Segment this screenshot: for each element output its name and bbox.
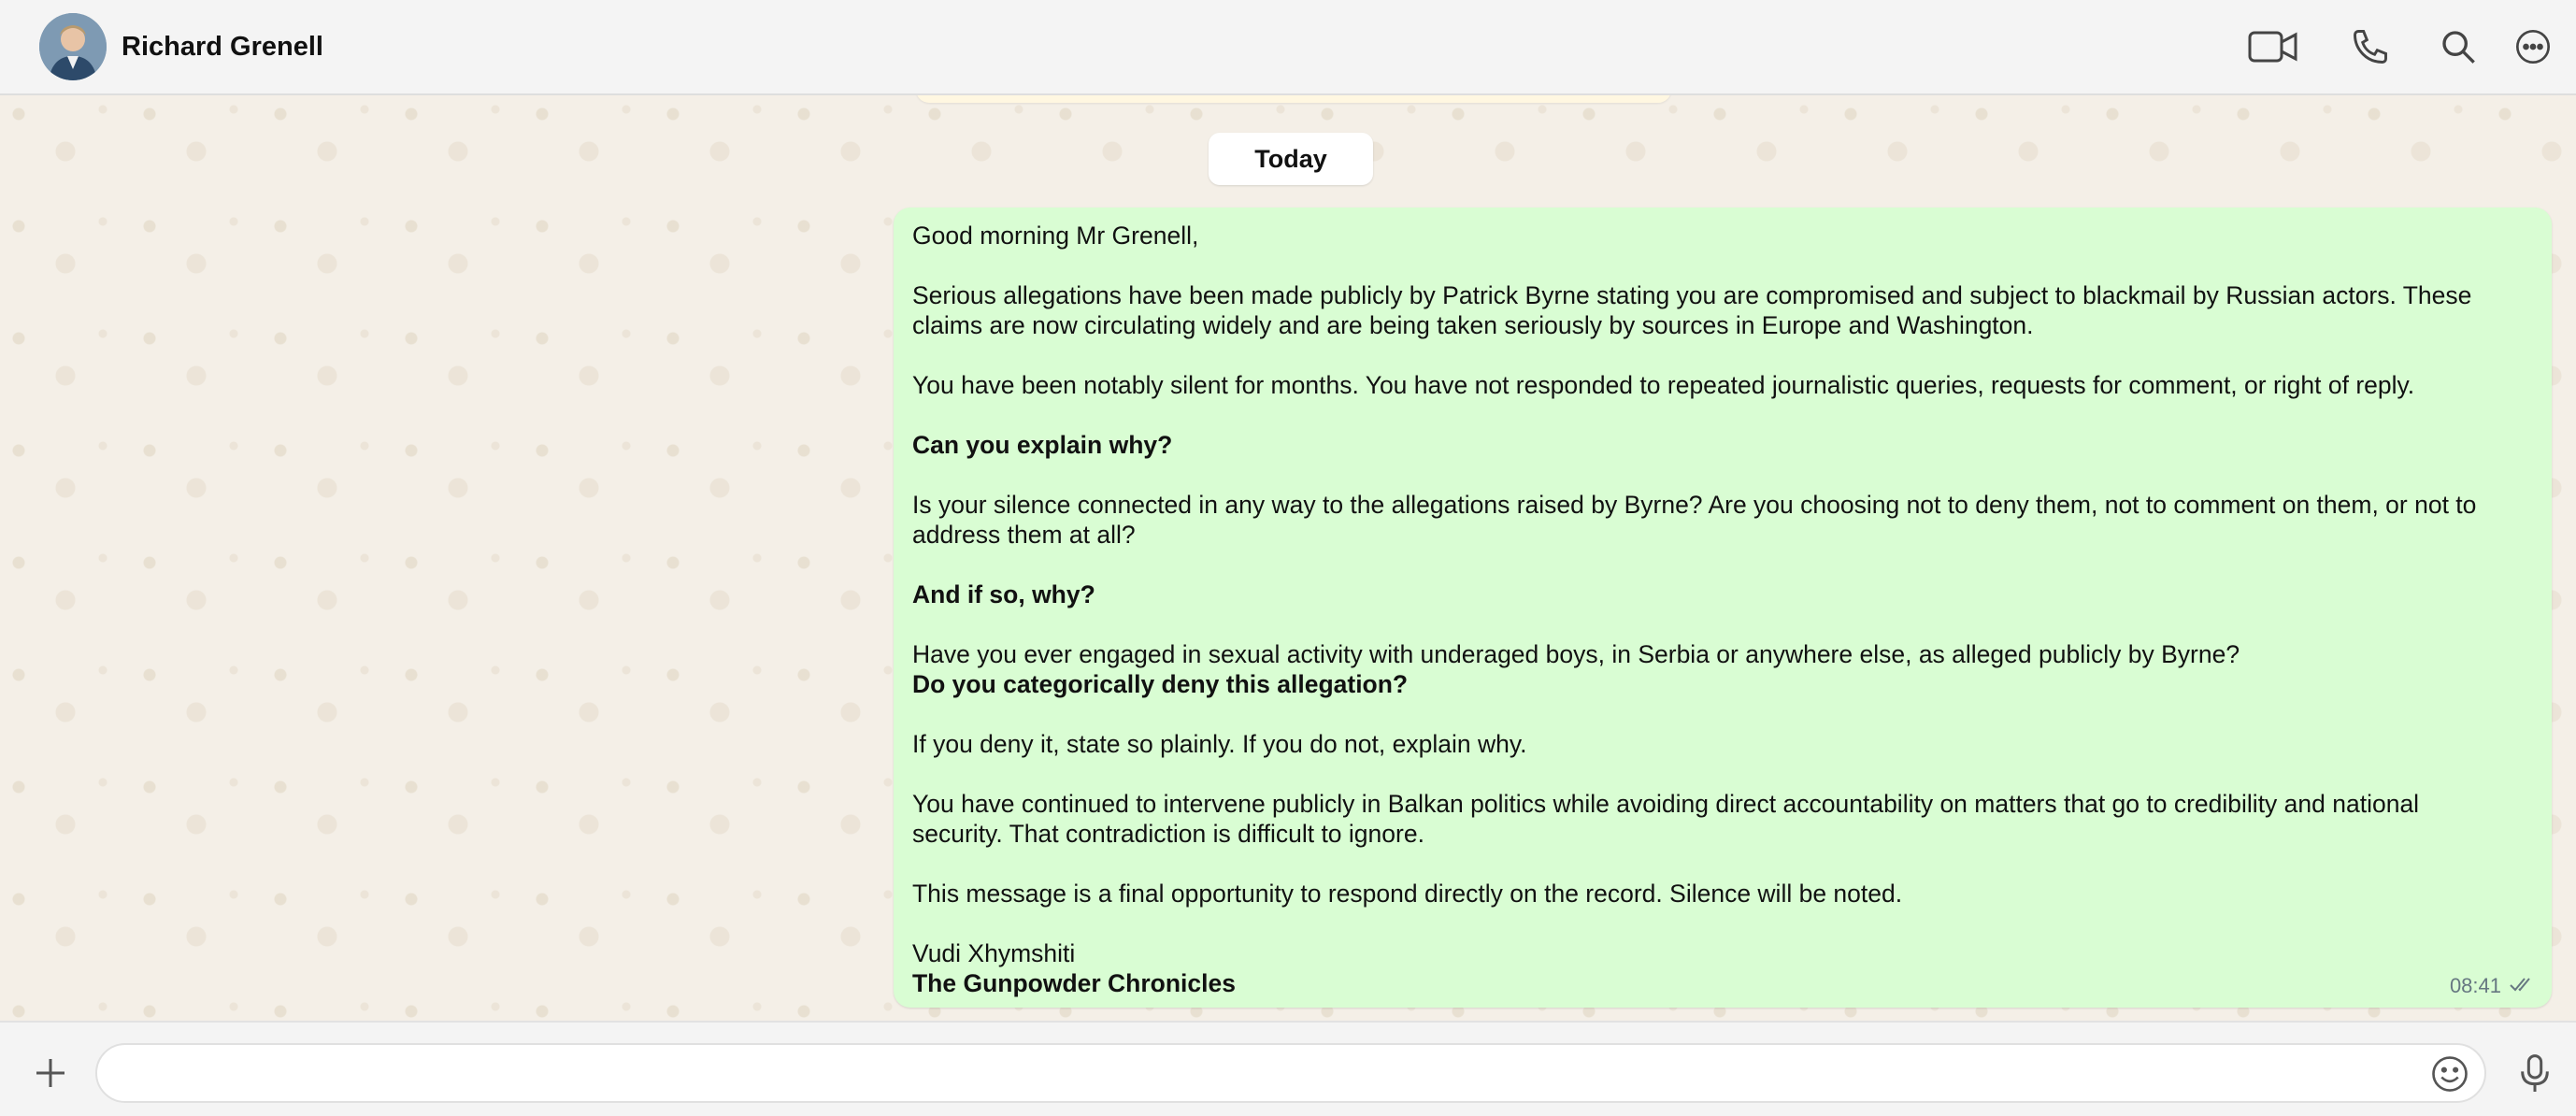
- outgoing-message-bubble[interactable]: [894, 207, 2552, 1008]
- message-line: Vudi Xhymshiti: [912, 939, 1076, 967]
- message-line: [912, 909, 2533, 938]
- message-line: You have been notably silent for months. You have not responded to repeated journalistic queries, requests for comment, or right of reply.: [912, 371, 2415, 399]
- search-icon[interactable]: [2432, 22, 2484, 71]
- message-input[interactable]: [95, 1043, 2486, 1103]
- date-divider: Today: [1209, 133, 1373, 185]
- previous-message-bubble: [916, 95, 1671, 103]
- message-line: claims are now circulating widely and are being taken seriously by sources in Europe and Washington.: [912, 311, 2034, 339]
- message-line: Do you categorically deny this allegation?: [912, 670, 1409, 698]
- contact-name[interactable]: Richard Grenell: [122, 32, 323, 62]
- message-line: [912, 699, 2533, 729]
- message-line: Serious allegations have been made publicly by Patrick Byrne stating you are compromised and subject to blackmail by Russian actors. These: [912, 281, 2472, 309]
- message-line: [912, 460, 2533, 490]
- chat-area[interactable]: [0, 95, 2576, 1021]
- message-line: [912, 849, 2533, 879]
- emoji-icon[interactable]: [2426, 1051, 2473, 1097]
- composer-bar: [0, 1021, 2576, 1116]
- message-line: Have you ever engaged in sexual activity with underaged boys, in Serbia or anywhere else, as alleged publicly by Byrne?: [912, 640, 2240, 668]
- message-line: [912, 400, 2533, 430]
- chat-header: [0, 0, 2576, 95]
- message-line: address them at all?: [912, 521, 1136, 549]
- message-line: And if so, why?: [912, 580, 1095, 608]
- more-options-icon[interactable]: [2507, 22, 2559, 71]
- message-line: This message is a final opportunity to respond directly on the record. Silence will be noted.: [912, 880, 1903, 908]
- message-line: [912, 609, 2533, 639]
- message-line: [912, 759, 2533, 789]
- video-call-icon[interactable]: [2247, 22, 2299, 71]
- message-line: If you deny it, state so plainly. If you do not, explain why.: [912, 730, 1527, 758]
- message-line: [912, 250, 2533, 280]
- message-line: [912, 340, 2533, 370]
- message-meta: [2450, 974, 2535, 998]
- message-line: Can you explain why?: [912, 431, 1173, 459]
- message-line: Is your silence connected in any way to the allegations raised by Byrne? Are you choosing not to deny them, not to comment on them, or not to: [912, 491, 2477, 519]
- message-time: 08:41: [2449, 974, 2501, 997]
- message-line: [912, 550, 2533, 579]
- message-line: Good morning Mr Grenell,: [912, 222, 1199, 250]
- double-check-icon: [2509, 974, 2535, 998]
- avatar[interactable]: [39, 13, 107, 80]
- message-line: security. That contradiction is difficult to ignore.: [912, 820, 1424, 848]
- phone-call-icon[interactable]: [2344, 22, 2397, 71]
- microphone-icon[interactable]: [2509, 1047, 2561, 1099]
- message-line: You have continued to intervene publicly in Balkan politics while avoiding direct accountability on matters that go to credibility and national: [912, 790, 2420, 818]
- plus-icon[interactable]: [24, 1047, 77, 1099]
- message-text: [912, 221, 2533, 998]
- message-line: The Gunpowder Chronicles: [912, 969, 1237, 997]
